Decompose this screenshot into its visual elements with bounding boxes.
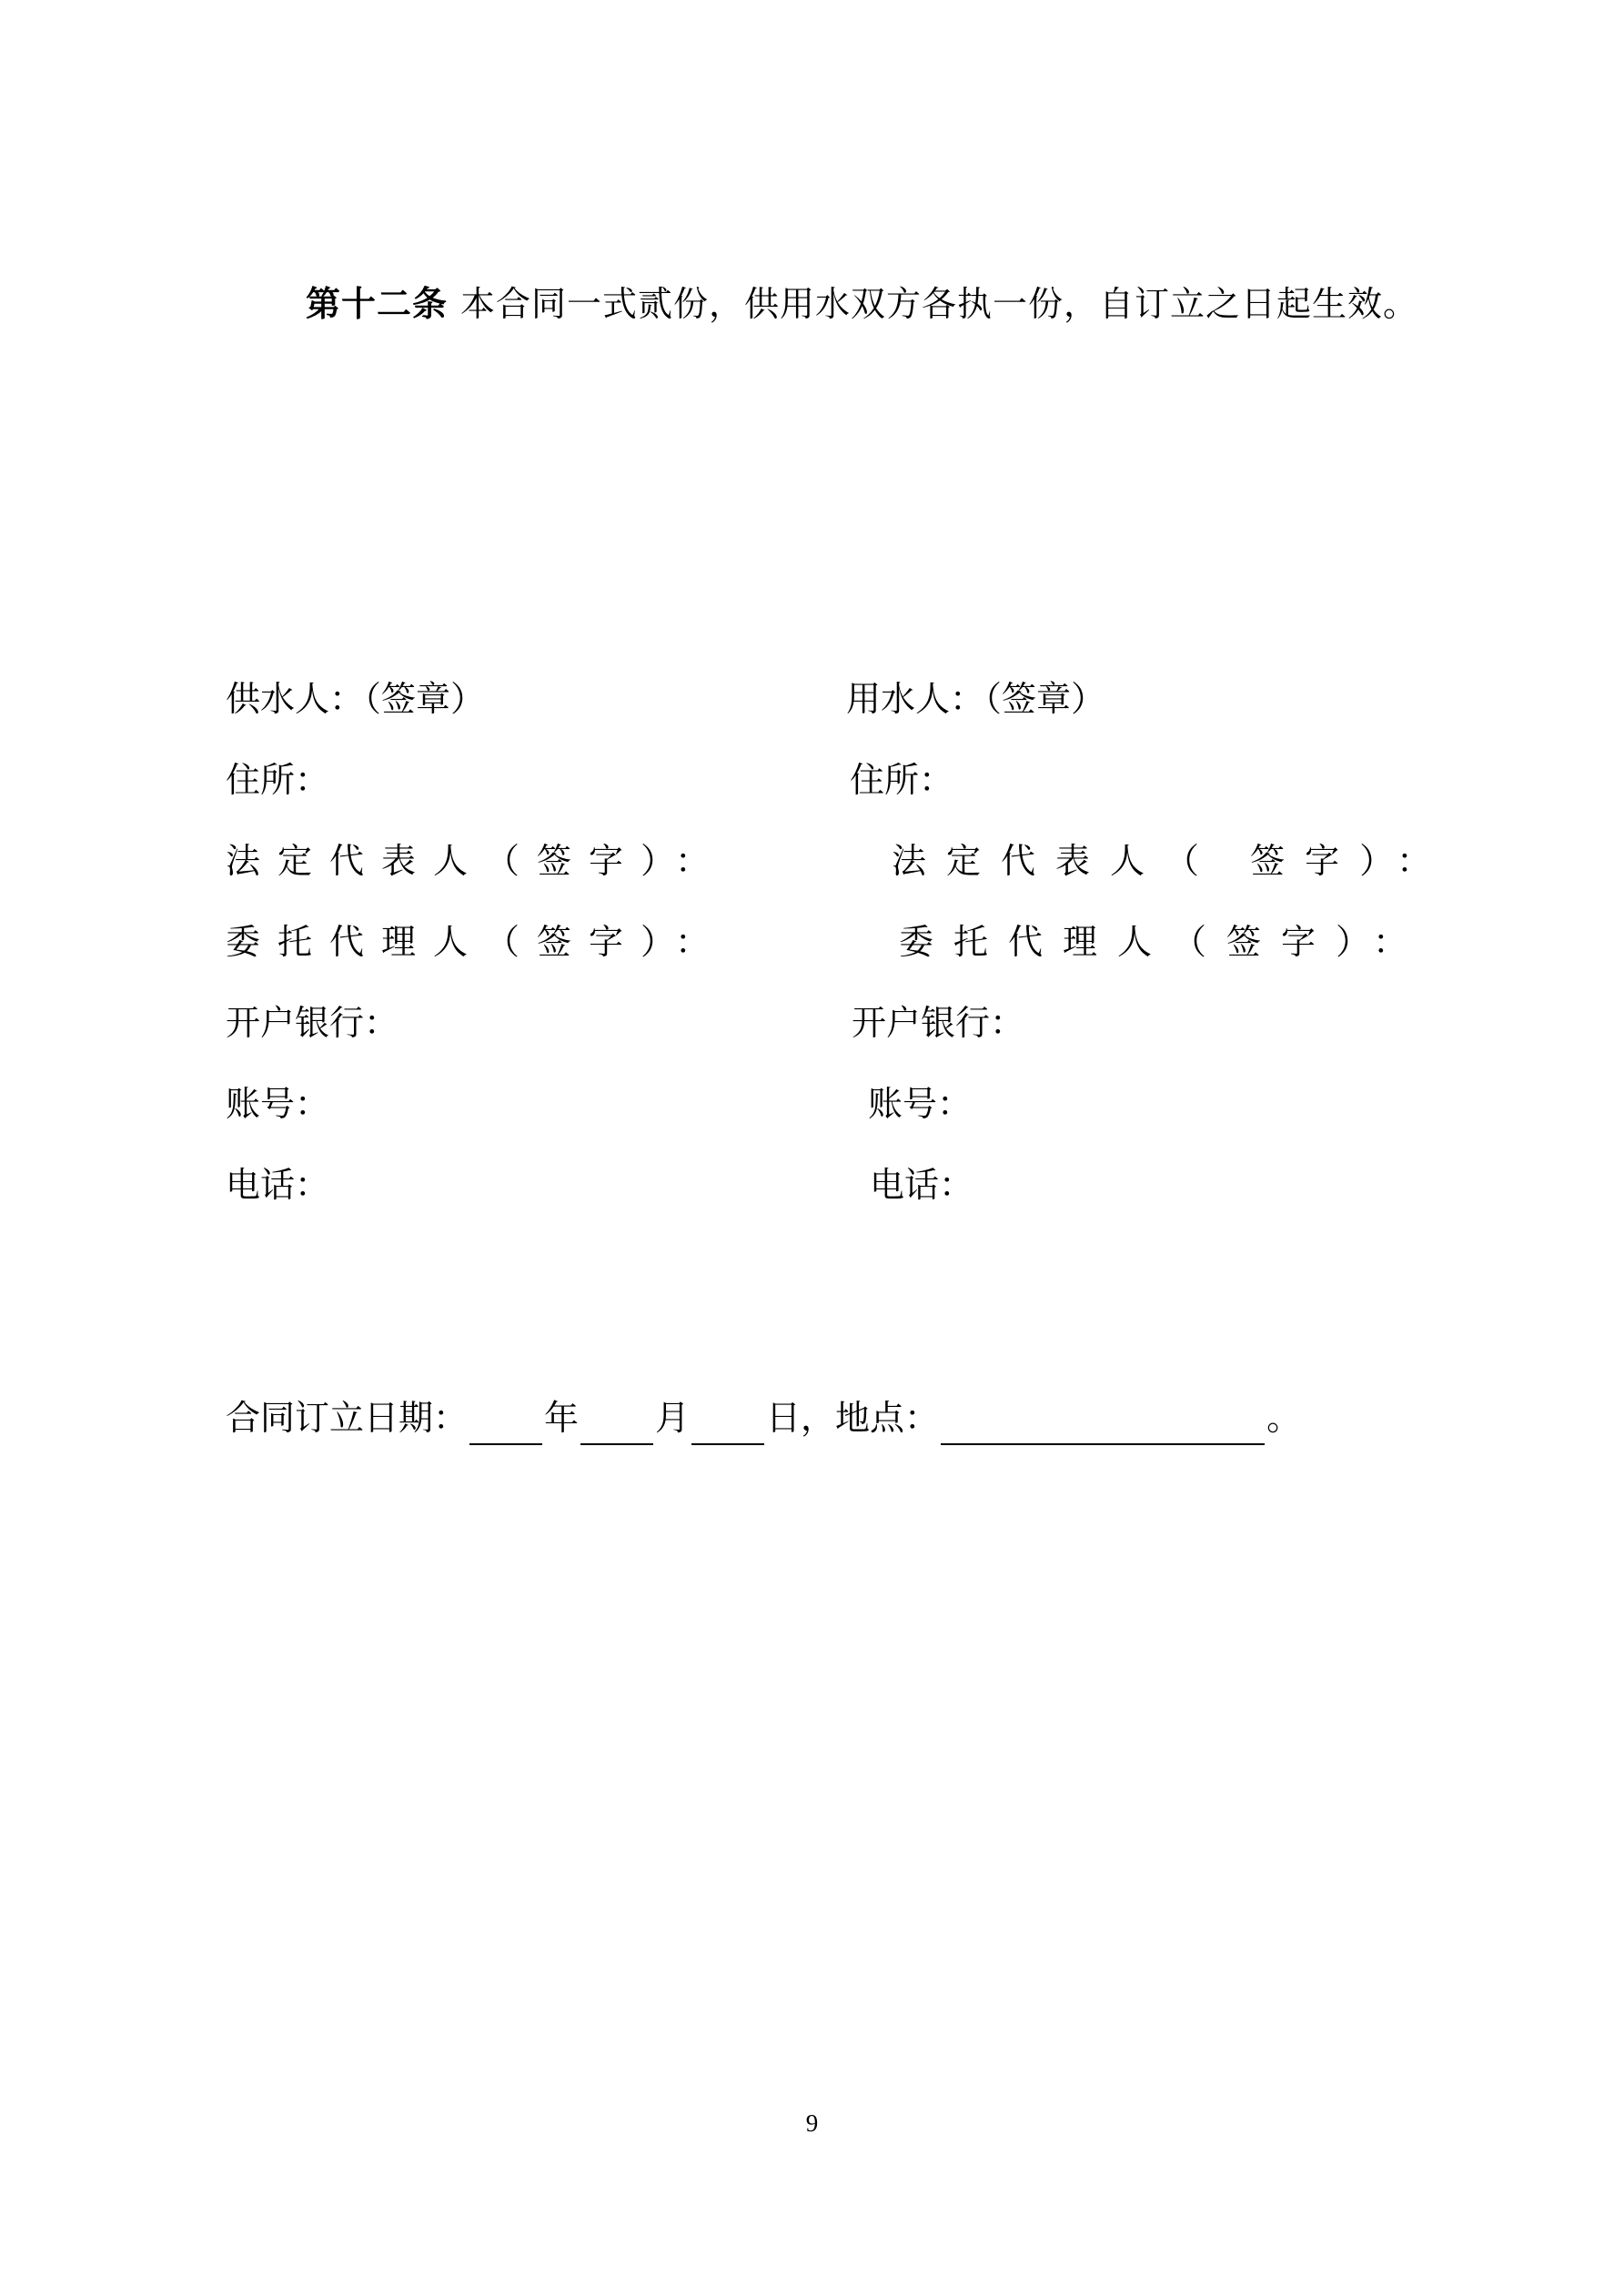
clause-12 (226, 264, 1427, 344)
contract-date-line (226, 1391, 1301, 1445)
supplier-address: 住所： (226, 760, 330, 800)
supplier-bank: 开户银行： (226, 1003, 399, 1043)
date-line-end: 。 (1266, 1398, 1302, 1438)
place-blank[interactable] (941, 1403, 1265, 1445)
day-blank[interactable] (691, 1403, 764, 1445)
supplier-legal-rep: 法定代表人（签字）： (226, 841, 728, 881)
date-label: 合同订立日期： (226, 1398, 469, 1438)
user-phone: 电话： (870, 1165, 974, 1205)
year-label: 年 (544, 1398, 580, 1438)
page-number: 9 (805, 2109, 819, 2137)
year-blank[interactable] (469, 1403, 542, 1445)
user-account: 账号： (868, 1084, 973, 1124)
user-party: 用水人：（签章） (846, 679, 1106, 719)
month-label: 月 (655, 1398, 691, 1438)
month-blank[interactable] (580, 1403, 653, 1445)
day-place-label: 日，地点： (766, 1398, 940, 1438)
supplier-account: 账号： (226, 1084, 330, 1124)
supplier-phone: 电话： (226, 1165, 330, 1205)
user-address: 住所： (850, 760, 954, 800)
supplier-agent: 委托代理人（签字）： (226, 922, 728, 962)
user-legal-rep: 法定代表人（ 签字）： (892, 841, 1452, 881)
clause-text: 本合同一式贰份，供用水双方各执一份，自订立之日起生效。 (460, 284, 1419, 324)
clause-heading: 第十二条 (306, 283, 449, 324)
user-bank: 开户银行： (852, 1003, 1025, 1043)
user-agent: 委托代理人（签字）： (899, 922, 1428, 962)
supplier-party: 供水人：（签章） (226, 679, 486, 719)
